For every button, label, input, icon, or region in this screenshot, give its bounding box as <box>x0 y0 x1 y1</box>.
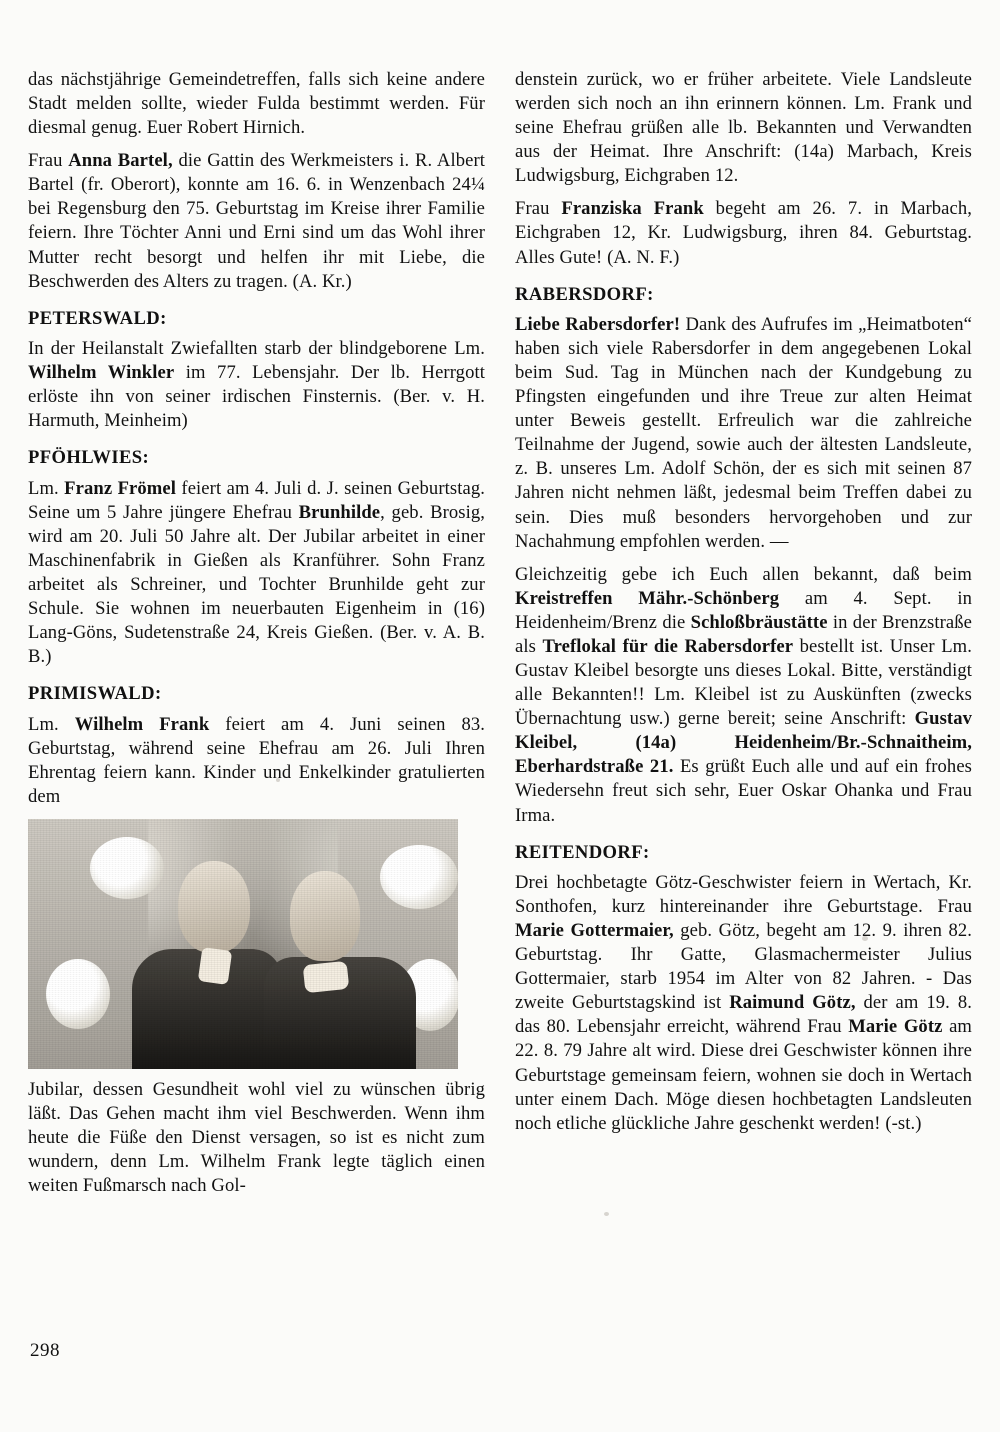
heading-peterswald: PETERSWALD: <box>28 307 167 329</box>
left-column <box>28 68 485 1323</box>
page-number: 298 <box>30 1340 60 1361</box>
heading-pfoehlwies: PFÖHLWIES: <box>28 447 150 469</box>
photo-halftone-grain <box>28 819 458 1069</box>
paragraph-wilhelm-frank: Lm. Wilhelm Frank feiert am 4. Juni seinen 83. Geburtstag, während seine Ehefrau am 26. Juli Ihren Ehrentag feiern kann. Kinder und Enkelkinder gratulierten dem <box>28 713 485 807</box>
heading-rabersdorf: RABERSDORF: <box>515 283 654 305</box>
paragraph-anna-bartel: Frau Anna Bartel, die Gattin des Werkmeisters i. R. Albert Bartel (fr. Oberort), konnte am 16. 6. in Wenzenbach 24¼ bei Regensburg den 75. Geburtstag im Kreise ihrer Familie feiern. Ihre Töchter Anni und Erni sind um das Wohl ihrer Mutter recht besorgt und helfen ihr mit Liebe, die Beschwerden des Alters zu tragen. (A. Kr.) <box>28 150 486 292</box>
heading-primiswald: PRIMISWALD: <box>28 683 162 705</box>
two-column-body <box>28 68 972 1323</box>
paragraph-gemeindetreffen: das nächstjährige Gemeindetreffen, falls sich keine andere Stadt melden sollte, wieder Fulda bestimmt werden. Für diesmal genug. Euer Robert Hirnich. <box>28 69 485 139</box>
paragraph-goetz-geschwister: Drei hochbetagte Götz-Geschwister feiern in Wertach, Kr. Sonthofen, kurz hintereinander ihre Geburtstage. Frau Marie Gottermaier, geb. Götz, begeht am 12. 9. ihren 82. Geburtstag. Ihr Gatte, Glasmachermeister Julius Gottermaier, starb 1954 im Alter von 82 Jahren. - Das zweite Geburtstagskind ist Raimund Götz, der am 19. 8. das 80. Lebensjahr erreicht, während Frau Marie Götz am 22. 8. 79 Jahre alt wird. Diese drei Geschwister können ihre Geburtstage gemeinsam feiern, wohnen sie doch in Wertach unter einem Dach. Möge diesen hochbetagten Landsleuten noch etliche glückliche Jahre geschenkt werden! (-st.) <box>515 871 973 1134</box>
paragraph-jubilar-continuation: Jubilar, dessen Gesundheit wohl viel zu wünschen übrig läßt. Das Gehen macht ihm viel Beschwerden. Wenn ihm heute die Füße den Dienst versagen, so ist es nicht zum wundern, denn Lm. Wilhelm Frank legte täglich einen weiten Fußmarsch nach Gol- <box>28 1078 485 1197</box>
paragraph-wilhelm-winkler: In der Heilanstalt Zwiefallten starb der blindgeborene Lm. Wilhelm Winkler im 77. Lebensjahr. Der lb. Herrgott erlöste ihn von seiner irdischen Finsternis. (Ber. v. H. Harmuth, Meinheim) <box>28 338 485 432</box>
paragraph-franziska-frank: Frau Franziska Frank begeht am 26. 7. in Marbach, Eichgraben 12, Kr. Ludwigsburg, ihren 84. Geburtstag. Alles Gute! (A. N. F.) <box>515 198 973 268</box>
right-column <box>515 68 972 1323</box>
paragraph-franz-froemel: Lm. Franz Frömel feiert am 4. Juli d. J. seinen Geburtstag. Seine um 5 Jahre jüngere Ehefrau Brunhilde, geb. Brosig, wird am 20. Juli 50 Jahre alt. Der Jubilar arbeitet in einer Maschinenfabrik in Gießen als Kranführer. Sohn Franz arbeitet als Schreiner, und Tochter Brunhilde geht zur Schule. Sie wohnen im neuerbauten Eigenheim in (16) Lang-Göns, Sudetenstraße 24, Kreis Gießen. (Ber. v. A. B. B.) <box>28 477 486 668</box>
paragraph-goldenstein: denstein zurück, wo er früher arbeitete. Viele Landsleute werden sich noch an ihn erinnern können. Lm. Frank und seine Ehefrau grüßen alle lb. Bekannten und Verwandten aus der Heimat. Ihre Anschrift: (14a) Marbach, Kreis Ludwigsburg, Eichgraben 12. <box>515 69 972 187</box>
heading-reitendorf: REITENDORF: <box>515 841 650 863</box>
photo-jubilar-couple <box>28 819 458 1069</box>
paragraph-liebe-rabersdorfer: Liebe Rabersdorfer! Dank des Aufrufes im „Heimatboten“ haben sich viele Rabersdorfer in dem angegebenen Lokal beim Sud. Tag in München nach der Kundgebung zu Pfingsten eingefunden und ihre Treue zur alten Heimat unter Beweis gestellt. Erfreulich war die zahlreiche Teilnahme der Jugend, sowie auch der ältesten Landsleute, z. B. unseres Lm. Adolf Schön, der es sich mit seinen 87 Jahren nicht nehmen läßt, jedesmal beim Treffen dabei zu sein. Dies muß besonders hervorgehoben und zur Nachahmung empfohlen werden. — <box>515 313 972 552</box>
paragraph-kreistreffen: Gleichzeitig gebe ich Euch allen bekannt, daß beim Kreistreffen Mähr.-Schönberg am 4. Sept. in Heidenheim/Brenz die Schloßbräustätte in der Brenzstraße als Treflokal für die Rabersdorfer bestellt ist. Unser Lm. Gustav Kleibel besorgte uns dieses Lokal. Bitte, verständigt alle Bekannten!! Lm. Kleibel ist zu Auskünften (zwecks Übernachtung usw.) gerne bereit; seine Anschrift: Gustav Kleibel, (14a) Heidenheim/Br.-Schnaitheim, Eberhardstraße 21. Es grüßt Euch alle und auf ein frohes Wiedersehn freut sich sehr, Euer Oskar Ohanka und Frau Irma. <box>515 563 973 826</box>
